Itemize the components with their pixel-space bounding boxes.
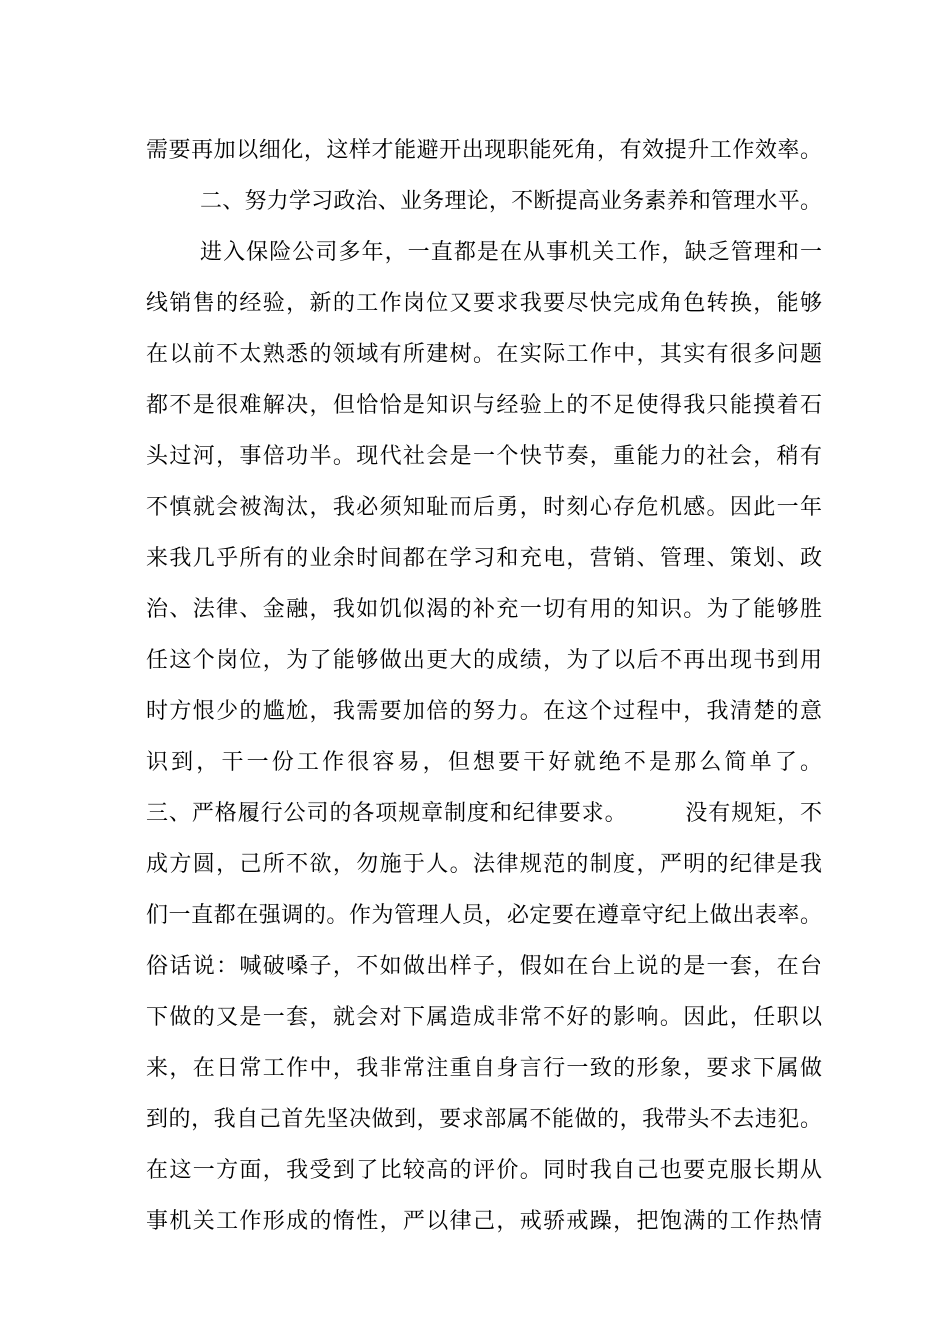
text-line: 事机关工作形成的惰性，严以律己，戒骄戒躁，把饱满的工作热情 xyxy=(146,1209,822,1234)
text-line: 任这个岗位，为了能够做出更大的成绩，为了以后不再出现书到用 xyxy=(146,648,822,673)
text-line: 头过河，事倍功半。现代社会是一个快节奏，重能力的社会，稍有 xyxy=(146,444,822,469)
text-line: 识到，干一份工作很容易，但想要干好就绝不是那么简单了。 xyxy=(146,750,822,775)
text-line: 不慎就会被淘汰，我必须知耻而后勇，时刻心存危机感。因此一年 xyxy=(146,495,822,520)
text-line: 时方恨少的尴尬，我需要加倍的努力。在这个过程中，我清楚的意 xyxy=(146,699,822,724)
text-line: 都不是很难解决，但恰恰是知识与经验上的不足使得我只能摸着石 xyxy=(146,393,822,418)
text-line: 需要再加以细化，这样才能避开出现职能死角，有效提升工作效率。 xyxy=(146,138,822,163)
section-heading-2: 二、努力学习政治、业务理论，不断提高业务素养和管理水平。 xyxy=(200,189,822,214)
text-line: 治、法律、金融，我如饥似渴的补充一切有用的知识。为了能够胜 xyxy=(146,597,822,622)
text-line: 在以前不太熟悉的领域有所建树。在实际工作中，其实有很多问题 xyxy=(146,342,822,367)
text-line: 俗话说：喊破嗓子，不如做出样子，假如在台上说的是一套，在台 xyxy=(146,954,822,979)
text-line: 线销售的经验，新的工作岗位又要求我要尽快完成角色转换，能够 xyxy=(146,291,822,316)
text-line: 下做的又是一套，就会对下属造成非常不好的影响。因此，任职以 xyxy=(146,1005,822,1030)
text-line: 们一直都在强调的。作为管理人员，必定要在遵章守纪上做出表率。 xyxy=(146,903,822,928)
text-line: 成方圆，己所不欲，勿施于人。法律规范的制度，严明的纪律是我 xyxy=(146,852,822,877)
text-line: 来，在日常工作中，我非常注重自身言行一致的形象，要求下属做 xyxy=(146,1056,822,1081)
text-line: 在这一方面，我受到了比较高的评价。同时我自己也要克服长期从 xyxy=(146,1158,822,1183)
text-line: 到的，我自己首先坚决做到，要求部属不能做的，我带头不去违犯。 xyxy=(146,1107,822,1132)
text-line: 来我几乎所有的业余时间都在学习和充电，营销、管理、策划、政 xyxy=(146,546,822,571)
text-line: 进入保险公司多年，一直都是在从事机关工作，缺乏管理和一 xyxy=(200,240,822,265)
section-heading-3: 三、严格履行公司的各项规章制度和纪律要求。 没有规矩，不 xyxy=(146,801,822,826)
